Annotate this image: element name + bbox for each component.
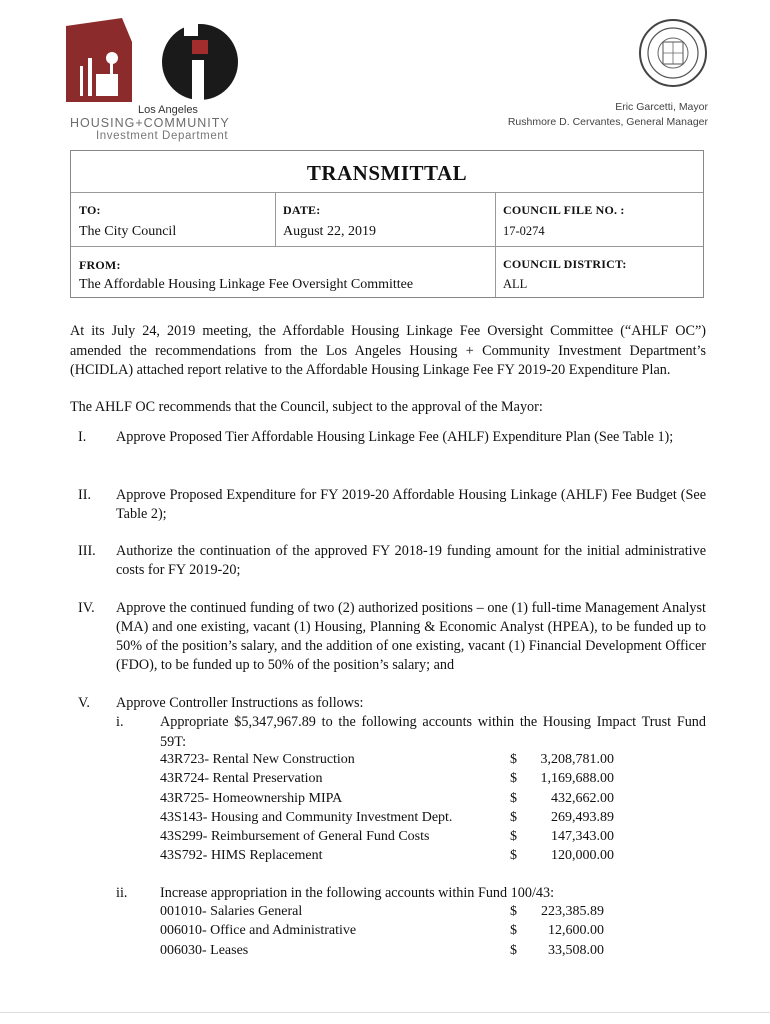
account-name: 43R724- Rental Preservation — [160, 771, 323, 787]
to-label: TO: — [79, 203, 101, 217]
account-row — [160, 943, 620, 962]
item-text: Approve Proposed Expenditure for FY 2019-20 Affordable Housing Linkage (AHLF) Fee Budget (See Table 2); — [116, 487, 706, 522]
item-text: Approve Controller Instructions as follows: — [116, 695, 364, 711]
mayor-name: Eric Garcetti, Mayor — [615, 101, 708, 113]
item-text: Approve the continued funding of two (2) authorized positions – one (1) full-time Management Analyst (MA) and one existing, vacant (1) Housing, Planning & Economic Analyst (HPEA), to be funded up to 50% of the position’s salary, and the addition of one existing, vacant (1) Financial Development Officer (FDO), to be funded up to 50% of the position’s salary; and — [116, 600, 706, 673]
table-divider — [275, 192, 276, 246]
intro-paragraph: At its July 24, 2019 meeting, the Affordable Housing Linkage Fee Oversight Committee (“AHLF OC”) amended the recommendations from the Los Angeles Housing + Community Investment Department’s (HCIDLA) attached report relative to the Affordable Housing Linkage Fee FY 2019-20 Expenditure Plan. — [70, 323, 706, 378]
transmittal-table — [70, 150, 704, 298]
table-divider — [71, 246, 703, 247]
dollar-sign: $ — [510, 790, 517, 806]
dollar-sign: $ — [510, 829, 517, 845]
table-divider — [495, 192, 496, 297]
recommendation-item — [70, 486, 706, 524]
dollar-sign: $ — [510, 848, 517, 864]
sub-item-text: Appropriate $5,347,967.89 to the following accounts within the Housing Impact Trust Fund 59T: — [160, 714, 706, 750]
recommendation-item — [70, 542, 706, 580]
account-name: 43R723- Rental New Construction — [160, 752, 355, 767]
table-divider — [71, 192, 703, 193]
logo-name-text: HOUSING+COMMUNITY — [70, 116, 230, 130]
account-name: 43R725- Homeownership MIPA — [160, 790, 343, 806]
council-district-value: ALL — [503, 277, 528, 291]
account-row — [160, 829, 620, 848]
dollar-sign: $ — [510, 771, 517, 787]
account-row — [160, 771, 620, 790]
dollar-sign: $ — [510, 752, 517, 767]
account-name: 43S792- HIMS Replacement — [160, 848, 323, 864]
account-row — [160, 923, 620, 942]
council-file-value: 17-0274 — [503, 224, 545, 238]
sub-item-number: ii. — [116, 885, 128, 901]
dollar-sign: $ — [510, 904, 517, 919]
logo-mark-icon — [66, 18, 246, 102]
item-number: II. — [78, 487, 91, 503]
transmittal-title: TRANSMITTAL — [306, 161, 468, 185]
recommend-paragraph: The AHLF OC recommends that the Council, subject to the approval of the Mayor: — [70, 399, 543, 415]
dollar-sign: $ — [510, 809, 517, 825]
account-name: 006010- Office and Administrative — [160, 923, 357, 939]
item-text: Approve Proposed Tier Affordable Housing Linkage Fee (AHLF) Expenditure Plan (See Table 1); — [116, 429, 674, 445]
council-district-label: COUNCIL DISTRICT: — [503, 257, 627, 271]
from-value: The Affordable Housing Linkage Fee Oversight Committee — [79, 277, 414, 292]
account-row — [160, 810, 620, 829]
account-amount: 269,493.89 — [551, 809, 614, 825]
account-amount: 147,343.00 — [551, 829, 614, 845]
page-edge — [0, 1012, 770, 1013]
dollar-sign: $ — [510, 942, 517, 958]
account-row — [160, 904, 620, 923]
council-file-label: COUNCIL FILE NO. : — [503, 203, 625, 217]
date-value: August 22, 2019 — [283, 224, 376, 239]
controller-instruction-i — [116, 713, 706, 752]
account-name: 006030- Leases — [160, 942, 249, 958]
item-number: III. — [78, 543, 96, 559]
hcidla-logo — [66, 18, 266, 142]
account-row — [160, 752, 620, 771]
account-name: 001010- Salaries General — [160, 904, 303, 919]
sub-item-number: i. — [116, 714, 124, 730]
from-label: FROM: — [79, 258, 121, 272]
recommendation-item — [70, 428, 706, 447]
account-amount: 3,208,781.00 — [540, 752, 614, 767]
recommendation-item — [70, 694, 706, 713]
date-label: DATE: — [283, 203, 321, 217]
logo-city-text: Los Angeles — [138, 104, 198, 116]
account-row — [160, 848, 620, 867]
account-row — [160, 791, 620, 810]
account-amount: 33,508.00 — [548, 942, 604, 958]
account-name: 43S143- Housing and Community Investment Dept. — [160, 809, 453, 825]
item-number: I. — [78, 429, 87, 445]
officials-block — [508, 100, 708, 130]
item-text: Authorize the continuation of the approved FY 2018-19 funding amount for the initial administrative costs for FY 2019-20; — [116, 543, 706, 578]
dollar-sign: $ — [510, 923, 517, 939]
to-value: The City Council — [79, 224, 177, 239]
account-amount: 432,662.00 — [551, 790, 614, 806]
account-name: 43S299- Reimbursement of General Fund Costs — [160, 829, 430, 845]
sub-item-text: Increase appropriation in the following accounts within Fund 100/43: — [160, 885, 555, 901]
item-number: IV. — [78, 600, 95, 616]
account-amount: 223,385.89 — [541, 904, 604, 919]
account-amount: 12,600.00 — [548, 923, 604, 939]
accounts-list-59t — [160, 752, 620, 868]
general-manager-name: Rushmore D. Cervantes, General Manager — [507, 116, 708, 128]
controller-instruction-ii — [116, 884, 706, 904]
account-amount: 1,169,688.00 — [540, 771, 614, 787]
accounts-list-100-43 — [160, 904, 620, 962]
item-number: V. — [78, 695, 90, 711]
logo-dept-text: Investment Department — [96, 130, 229, 142]
city-seal-icon — [638, 18, 708, 88]
recommendation-item — [70, 599, 706, 675]
account-amount: 120,000.00 — [551, 848, 614, 864]
